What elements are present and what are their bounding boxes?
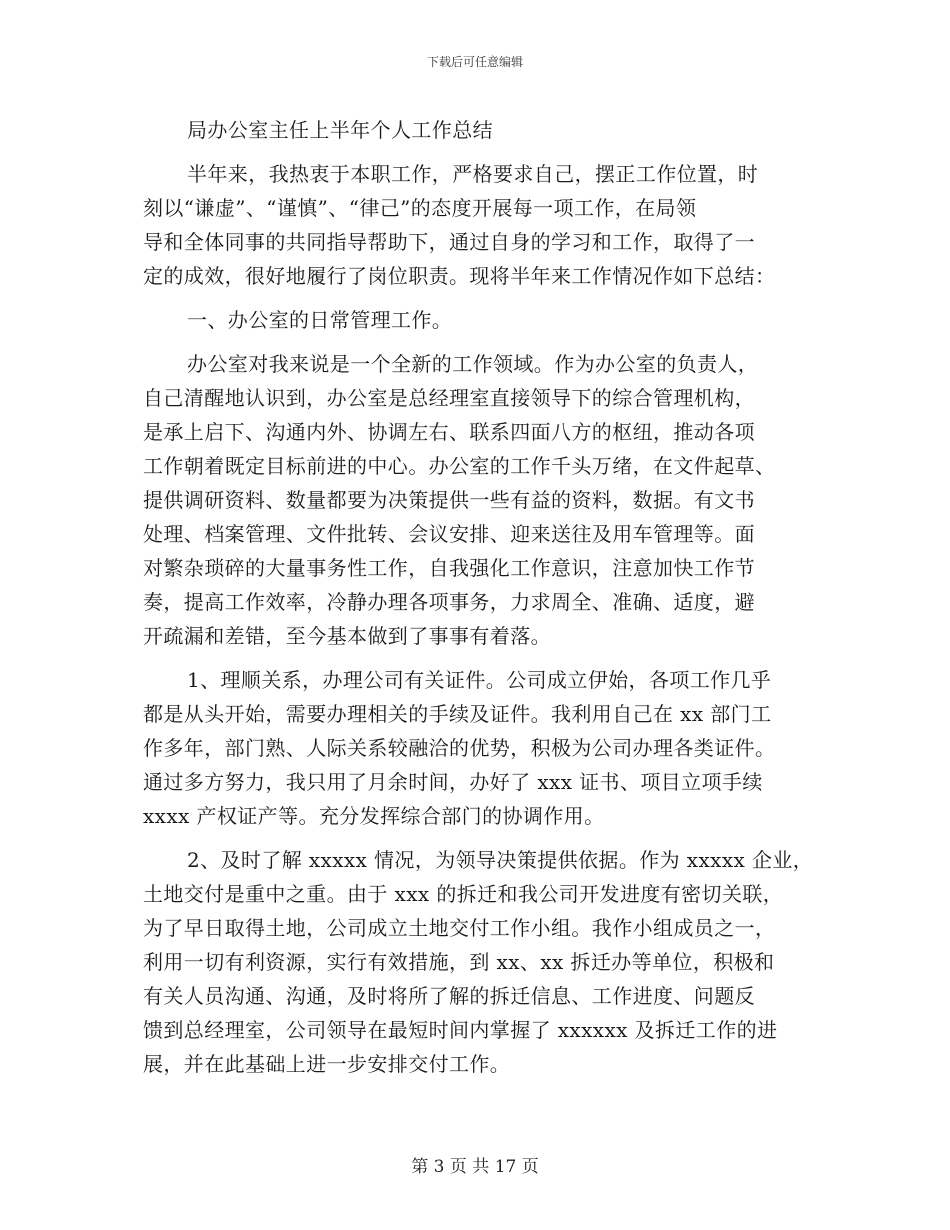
paragraph-line: 工作朝着既定目标前进的中心。办公室的工作千头万绪，在文件起草、 [143,454,776,478]
paragraph-line: 对繁杂琐碎的大量事务性工作，自我强化工作意识，注意加快工作节 [143,556,755,580]
document-title: 局办公室主任上半年个人工作总结 [187,118,493,142]
paragraph-line: 有关人员沟通、沟通，及时将所了解的拆迁信息、工作进度、问题反 [143,984,755,1008]
paragraph-line: 一、办公室的日常管理工作。 [187,308,453,332]
paragraph-line: 奏，提高工作效率，冷静办理各项事务，力求周全、准确、适度，避 [143,590,755,614]
section-heading [143,303,813,337]
paragraph-line: 办公室对我来说是一个全新的工作领域。作为办公室的负责人， [187,352,759,376]
paragraph-line: 2、及时了解 xxxxx 情况，为领导决策提供依据。作为 xxxxx 企业， [187,848,814,872]
paragraph [143,663,813,833]
paragraph-line: 半年来，我热衷于本职工作，严格要求自己，摆正工作位置，时 [187,162,759,186]
document-body [143,113,813,1081]
header-note: 下载后可任意编辑 [426,55,523,69]
paragraph [143,843,813,1081]
paragraph-line: 自己清醒地认识到，办公室是总经理室直接领导下的综合管理机构， [143,386,755,410]
paragraph-line: 是承上启下、沟通内外、协调左右、联系四面八方的枢纽，推动各项 [143,420,755,444]
paragraph [143,347,813,653]
paragraph-line: 展，并在此基础上进一步安排交付工作。 [143,1052,511,1076]
paragraph [143,157,813,293]
paragraph-line: xxxx 产权证产等。充分发挥综合部门的协调作用。 [143,804,605,828]
paragraph-line: 提供调研资料、数量都要为决策提供一些有益的资料，数据。有文书 [143,488,755,512]
paragraph-line: 通过多方努力，我只用了月余时间，办好了 xxx 证书、项目立项手续 [143,770,763,794]
paragraph-line: 利用一切有利资源，实行有效措施，到 xx、xx 拆迁办等单位，积极和 [143,950,775,974]
page-number: 第 3 页 共 17 页 [411,1157,539,1177]
paragraph-line: 为了早日取得土地，公司成立土地交付工作小组。我作小组成员之一， [143,916,776,940]
paragraph-line: 处理、档案管理、文件批转、会议安排、迎来送往及用车管理等。面 [143,522,755,546]
paragraph-line: 土地交付是重中之重。由于 xxx 的拆迁和我公司开发进度有密切关联， [143,882,784,906]
paragraph-line: 馈到总经理室，公司领导在最短时间内掌握了 xxxxxx 及拆迁工作的进 [143,1018,778,1042]
paragraph-line: 导和全体同事的共同指导帮助下，通过自身的学习和工作，取得了一 [143,230,755,254]
paragraph-line: 1、理顺关系，办理公司有关证件。公司成立伊始，各项工作几乎 [187,668,772,692]
paragraph-line: 刻以“谦虚”、“谨慎”、“律己”的态度开展每一项工作，在局领 [143,196,697,220]
paragraph-line: 开疏漏和差错，至今基本做到了事事有着落。 [143,624,551,648]
paragraph-line: 定的成效，很好地履行了岗位职责。现将半年来工作情况作如下总结： [143,264,776,288]
paragraph-line: 都是从头开始，需要办理相关的手续及证件。我利用自己在 xx 部门工 [143,702,772,726]
paragraph-line: 作多年，部门熟、人际关系较融洽的优势，积极为公司办理各类证件。 [143,736,776,760]
